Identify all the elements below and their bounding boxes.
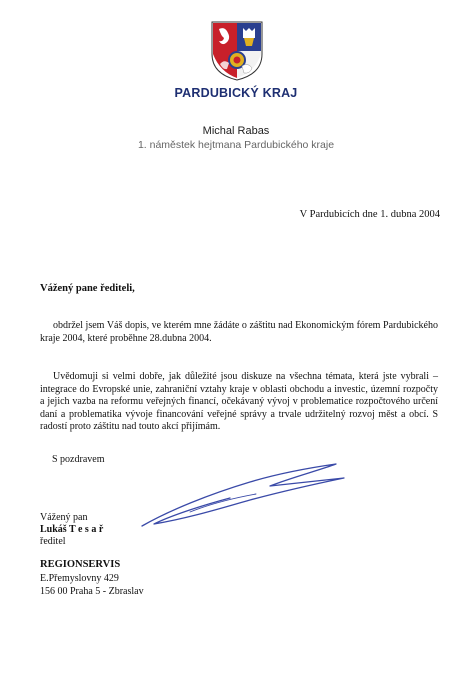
coat-of-arms-icon [210,20,264,82]
signature [130,460,350,530]
recipient-greeting: Vážený pan [40,512,88,523]
closing: S pozdravem [52,454,105,465]
organization-name: PARDUBICKÝ KRAJ [174,86,298,100]
sender-title: 1. náměstek hejtmana Pardubického kraje [137,139,335,151]
body-paragraph-2: Uvědomuji si velmi dobře, jak důležité jsou diskuze na všechna témata, která jste vybrali – integrace do Evropské unie, zahraniční vztahy kraje v oblasti obchodu a investic, územní rozpočty a jejich vazba na reformu veřejných financí, očekávaný vývoj v problematice rozpočtového určení daní a problematika vývoje financování veřejné správy a trvale udržitelný rozvoj měst a obcí. S radostí proto záštitu nad touto akcí přijímám. [40,371,438,433]
date-line: V Pardubicích dne 1. dubna 2004 [299,209,440,220]
salutation: Vážený pane řediteli, [40,283,135,294]
body-paragraph-1: obdržel jsem Váš dopis, ve kterém mne žádáte o záštitu nad Ekonomickým fórem Pardubického kraje 2004, které proběhne 28.dubna 2004. [40,320,438,344]
recipient-role: ředitel [40,536,66,547]
recipient-street: E.Přemyslovny 429 [40,573,119,584]
sender-name: Michal Rabas [202,125,270,137]
recipient-name: Lukáš T e s a ř [40,524,104,535]
recipient-city: 156 00 Praha 5 - Zbraslav [40,586,144,597]
recipient-company: REGIONSERVIS [40,559,121,570]
